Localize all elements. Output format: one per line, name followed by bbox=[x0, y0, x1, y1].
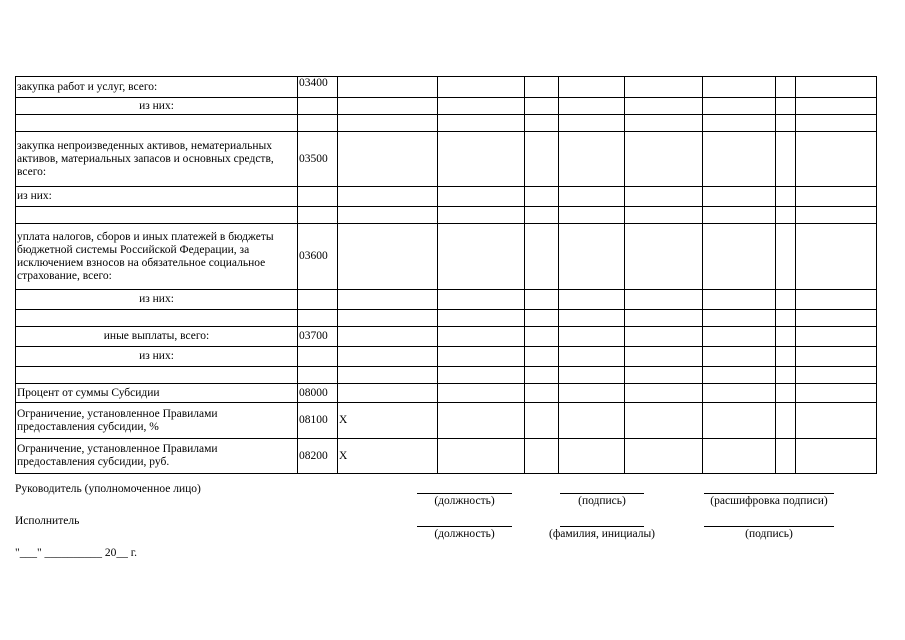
value-cell bbox=[338, 207, 438, 224]
value-cell bbox=[703, 207, 776, 224]
value-cell bbox=[625, 132, 703, 187]
executor-name-caption: (фамилия, инициалы) bbox=[548, 528, 656, 540]
row-code bbox=[298, 347, 338, 367]
value-cell bbox=[796, 207, 877, 224]
row-label: закупка непроизведенных активов, нематериальных активов, материальных запасов и основных средств, всего: bbox=[16, 132, 298, 187]
value-cell bbox=[776, 403, 796, 439]
value-cell bbox=[625, 310, 703, 327]
row-label bbox=[16, 115, 298, 132]
value-cell bbox=[559, 187, 625, 207]
executor-signature-caption: (подпись) bbox=[745, 528, 793, 540]
value-cell bbox=[338, 115, 438, 132]
value-cell bbox=[625, 115, 703, 132]
row-code bbox=[298, 367, 338, 384]
value-cell bbox=[776, 207, 796, 224]
value-cell bbox=[796, 403, 877, 439]
table-row bbox=[16, 224, 877, 290]
value-cell bbox=[438, 98, 525, 115]
row-code bbox=[298, 290, 338, 310]
value-cell bbox=[559, 403, 625, 439]
value-cell bbox=[525, 77, 559, 98]
row-code: 08100 bbox=[298, 403, 338, 439]
value-cell bbox=[559, 132, 625, 187]
value-cell bbox=[438, 403, 525, 439]
row-label: из них: bbox=[16, 347, 298, 367]
value-cell bbox=[438, 187, 525, 207]
row-label: закупка работ и услуг, всего: bbox=[16, 77, 298, 98]
row-code: 03600 bbox=[298, 224, 338, 290]
value-cell bbox=[625, 367, 703, 384]
row-code bbox=[298, 115, 338, 132]
value-cell bbox=[703, 98, 776, 115]
table-row bbox=[16, 98, 877, 115]
value-cell bbox=[525, 207, 559, 224]
table-row bbox=[16, 290, 877, 310]
value-cell bbox=[776, 310, 796, 327]
value-cell bbox=[559, 347, 625, 367]
value-cell bbox=[338, 384, 438, 403]
value-cell bbox=[796, 224, 877, 290]
row-label: из них: bbox=[16, 290, 298, 310]
value-cell bbox=[559, 367, 625, 384]
value-cell bbox=[776, 367, 796, 384]
value-cell bbox=[438, 115, 525, 132]
value-cell bbox=[338, 310, 438, 327]
value-cell bbox=[796, 310, 877, 327]
value-cell bbox=[525, 224, 559, 290]
value-cell: X bbox=[338, 439, 438, 474]
executor-position-line bbox=[417, 526, 512, 527]
value-cell bbox=[625, 384, 703, 403]
value-cell bbox=[559, 207, 625, 224]
row-code bbox=[298, 187, 338, 207]
value-cell bbox=[703, 384, 776, 403]
value-cell bbox=[703, 439, 776, 474]
value-cell bbox=[338, 224, 438, 290]
value-cell bbox=[703, 77, 776, 98]
row-code bbox=[298, 207, 338, 224]
executor-name-line bbox=[560, 526, 644, 527]
row-code bbox=[298, 310, 338, 327]
value-cell bbox=[525, 290, 559, 310]
head-decoding-line bbox=[704, 493, 834, 494]
value-cell bbox=[525, 132, 559, 187]
value-cell bbox=[703, 403, 776, 439]
row-label: Процент от суммы Субсидии bbox=[16, 384, 298, 403]
value-cell bbox=[776, 98, 796, 115]
value-cell bbox=[525, 98, 559, 115]
value-cell bbox=[796, 290, 877, 310]
date-line: "___" __________ 20__ г. bbox=[15, 547, 138, 559]
value-cell bbox=[559, 77, 625, 98]
value-cell bbox=[525, 115, 559, 132]
value-cell bbox=[438, 327, 525, 347]
value-cell bbox=[338, 327, 438, 347]
head-position-caption: (должность) bbox=[434, 495, 495, 507]
value-cell bbox=[525, 187, 559, 207]
value-cell bbox=[438, 439, 525, 474]
executor-position-caption: (должность) bbox=[434, 528, 495, 540]
value-cell bbox=[776, 115, 796, 132]
value-cell bbox=[438, 132, 525, 187]
value-cell bbox=[776, 224, 796, 290]
report-table-body bbox=[16, 77, 877, 474]
table-row bbox=[16, 310, 877, 327]
value-cell bbox=[703, 115, 776, 132]
value-cell bbox=[625, 98, 703, 115]
value-cell bbox=[525, 367, 559, 384]
table-row bbox=[16, 132, 877, 187]
row-label bbox=[16, 207, 298, 224]
value-cell bbox=[438, 224, 525, 290]
row-label: Ограничение, установленное Правилами предоставления субсидии, % bbox=[16, 403, 298, 439]
head-label: Руководитель (уполномоченное лицо) bbox=[15, 483, 201, 495]
value-cell bbox=[625, 224, 703, 290]
value-cell bbox=[438, 207, 525, 224]
value-cell: X bbox=[338, 403, 438, 439]
value-cell bbox=[438, 367, 525, 384]
table-row bbox=[16, 384, 877, 403]
value-cell bbox=[776, 347, 796, 367]
value-cell bbox=[625, 290, 703, 310]
value-cell bbox=[525, 327, 559, 347]
head-signature-line bbox=[560, 493, 644, 494]
executor-signature-line bbox=[704, 526, 834, 527]
value-cell bbox=[559, 224, 625, 290]
value-cell bbox=[559, 98, 625, 115]
row-code: 03400 bbox=[298, 77, 338, 98]
value-cell bbox=[338, 347, 438, 367]
table-row bbox=[16, 207, 877, 224]
value-cell bbox=[525, 439, 559, 474]
row-code: 03500 bbox=[298, 132, 338, 187]
table-row bbox=[16, 77, 877, 98]
report-table bbox=[15, 76, 877, 474]
value-cell bbox=[796, 115, 877, 132]
value-cell bbox=[796, 327, 877, 347]
value-cell bbox=[796, 439, 877, 474]
value-cell bbox=[796, 347, 877, 367]
table-row bbox=[16, 347, 877, 367]
value-cell bbox=[338, 77, 438, 98]
value-cell bbox=[703, 310, 776, 327]
row-label: уплата налогов, сборов и иных платежей в бюджеты бюджетной системы Российской Федерации, за исключением взносов на обязательное социальное страхование, всего: bbox=[16, 224, 298, 290]
value-cell bbox=[625, 77, 703, 98]
value-cell bbox=[559, 290, 625, 310]
value-cell bbox=[703, 347, 776, 367]
value-cell bbox=[776, 132, 796, 187]
value-cell bbox=[796, 98, 877, 115]
row-label: из них: bbox=[16, 187, 298, 207]
value-cell bbox=[338, 187, 438, 207]
value-cell bbox=[776, 290, 796, 310]
value-cell bbox=[438, 347, 525, 367]
head-signature-caption: (подпись) bbox=[578, 495, 626, 507]
value-cell bbox=[703, 367, 776, 384]
value-cell bbox=[525, 347, 559, 367]
value-cell bbox=[625, 327, 703, 347]
value-cell bbox=[703, 327, 776, 347]
value-cell bbox=[525, 403, 559, 439]
row-code: 08000 bbox=[298, 384, 338, 403]
table-row bbox=[16, 115, 877, 132]
value-cell bbox=[703, 224, 776, 290]
executor-label: Исполнитель bbox=[15, 515, 80, 527]
value-cell bbox=[438, 310, 525, 327]
row-label: из них: bbox=[16, 98, 298, 115]
value-cell bbox=[776, 439, 796, 474]
value-cell bbox=[438, 77, 525, 98]
table-row bbox=[16, 439, 877, 474]
value-cell bbox=[625, 403, 703, 439]
value-cell bbox=[703, 187, 776, 207]
value-cell bbox=[796, 384, 877, 403]
value-cell bbox=[559, 384, 625, 403]
value-cell bbox=[703, 132, 776, 187]
value-cell bbox=[796, 187, 877, 207]
value-cell bbox=[338, 98, 438, 115]
value-cell bbox=[525, 310, 559, 327]
value-cell bbox=[625, 207, 703, 224]
row-label: Ограничение, установленное Правилами предоставления субсидии, руб. bbox=[16, 439, 298, 474]
value-cell bbox=[338, 367, 438, 384]
row-label: иные выплаты, всего: bbox=[16, 327, 298, 347]
value-cell bbox=[776, 327, 796, 347]
row-code: 03700 bbox=[298, 327, 338, 347]
value-cell bbox=[338, 290, 438, 310]
row-code: 08200 bbox=[298, 439, 338, 474]
value-cell bbox=[776, 384, 796, 403]
value-cell bbox=[625, 439, 703, 474]
head-decoding-caption: (расшифровка подписи) bbox=[710, 495, 828, 507]
value-cell bbox=[559, 310, 625, 327]
value-cell bbox=[559, 439, 625, 474]
row-code bbox=[298, 98, 338, 115]
value-cell bbox=[776, 77, 796, 98]
value-cell bbox=[796, 77, 877, 98]
head-position-line bbox=[417, 493, 512, 494]
value-cell bbox=[796, 367, 877, 384]
value-cell bbox=[438, 384, 525, 403]
value-cell bbox=[796, 132, 877, 187]
table-row bbox=[16, 187, 877, 207]
table-row bbox=[16, 327, 877, 347]
value-cell bbox=[625, 347, 703, 367]
table-row bbox=[16, 403, 877, 439]
value-cell bbox=[703, 290, 776, 310]
value-cell bbox=[776, 187, 796, 207]
value-cell bbox=[338, 132, 438, 187]
value-cell bbox=[559, 115, 625, 132]
table-row bbox=[16, 367, 877, 384]
value-cell bbox=[625, 187, 703, 207]
row-label bbox=[16, 367, 298, 384]
value-cell bbox=[559, 327, 625, 347]
value-cell bbox=[438, 290, 525, 310]
row-label bbox=[16, 310, 298, 327]
value-cell bbox=[525, 384, 559, 403]
